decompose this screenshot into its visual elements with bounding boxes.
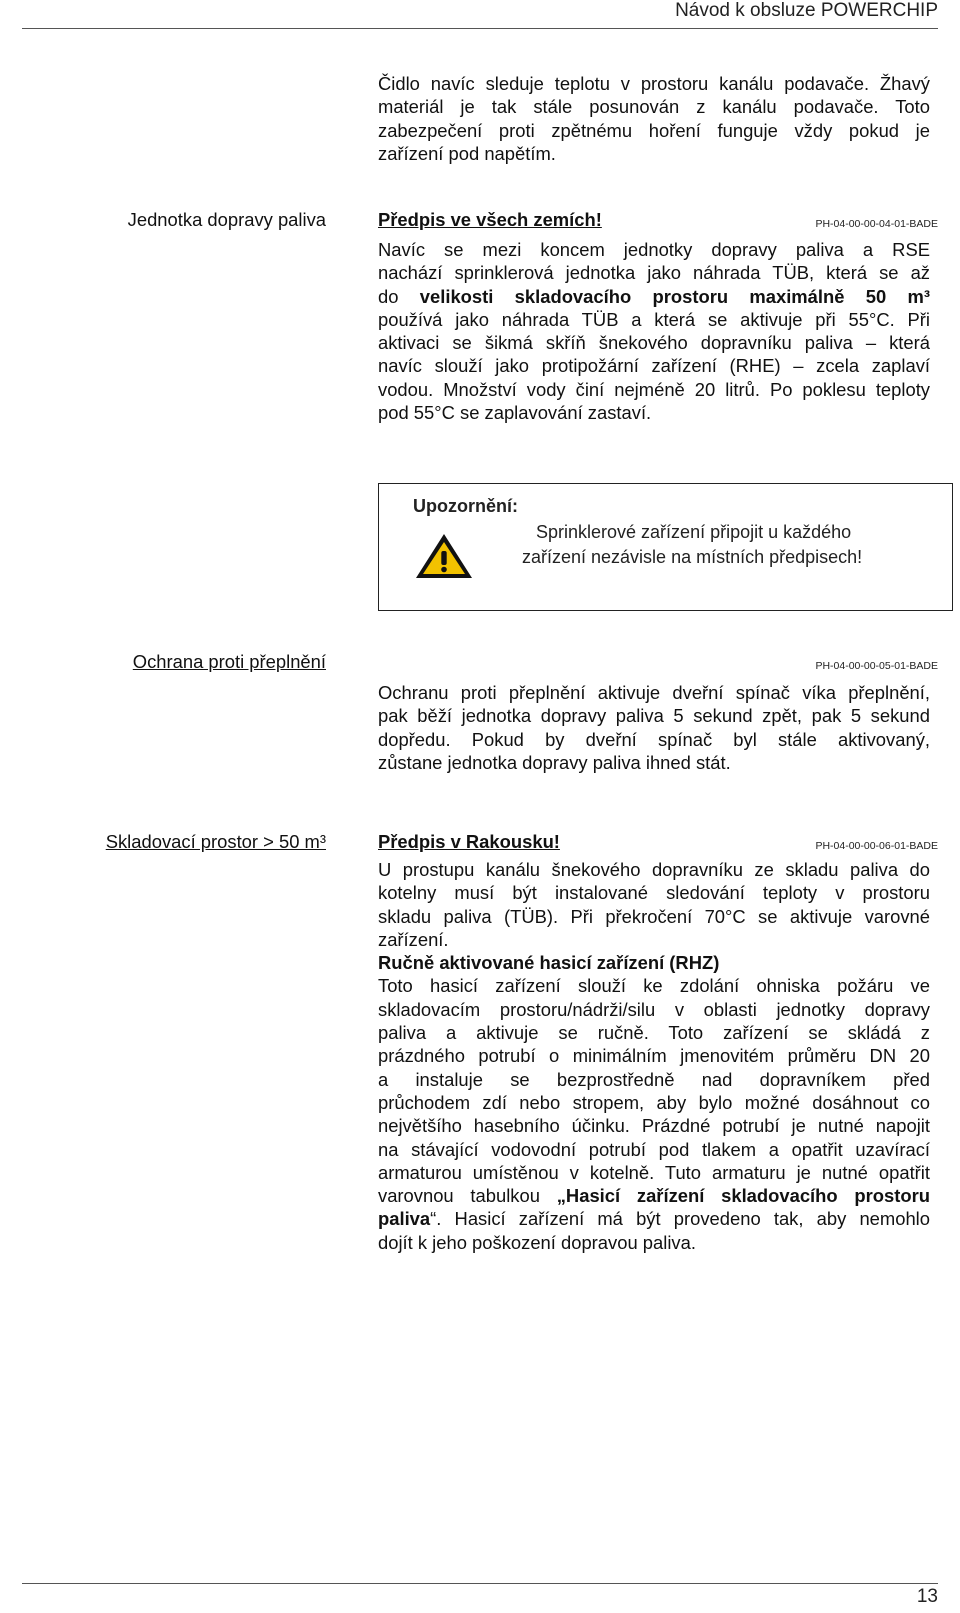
section1-line xyxy=(378,285,930,308)
page-number: 13 xyxy=(916,1586,938,1607)
section1-line3-pre: do xyxy=(378,285,420,307)
section3-line: největšího hasebního účinku. Prázdné potrubí je nutné napojit xyxy=(378,1115,930,1137)
section3-code: PH-04-00-00-06-01-BADE xyxy=(815,840,938,852)
section3-line: na stávající vodovodní potrubí pod tlakem a opatřit uzavírací xyxy=(378,1138,930,1160)
section3-line: Toto hasicí zařízení slouží ke zdolání ohniska požáru ve xyxy=(378,975,930,997)
section1-heading: Předpis ve všech zemích! xyxy=(378,209,602,230)
section3-paragraph xyxy=(378,858,930,1254)
intro-line: zabezpečení proti zpětnému hoření funguje vždy pokud je xyxy=(378,119,930,141)
section3-line xyxy=(378,1207,930,1230)
section3-line-c-pre: varovnou tabulkou xyxy=(378,1185,557,1207)
section1-paragraph xyxy=(378,238,930,424)
section2-line: Ochranu proti přeplnění aktivuje dveřní spínač víka přeplnění, xyxy=(378,682,930,703)
section1-line: nachází sprinklerová jednotka jako náhrada TÜB, která se až xyxy=(378,262,930,284)
section1-line: pod 55°C se zaplavování zastaví. xyxy=(378,402,652,424)
section1-code: PH-04-00-00-04-01-BADE xyxy=(815,218,938,230)
intro-paragraph xyxy=(378,72,930,165)
section3-heading: Předpis v Rakousku! xyxy=(378,831,560,852)
section3-line: U prostupu kanálu šnekového dopravníku ze skladu paliva do xyxy=(378,859,930,880)
section3-subheading: Ručně aktivované hasicí zařízení (RHZ) xyxy=(378,952,720,974)
section2-line: dopředu. Pokud by dveřní spínač byl stále aktivovaný, xyxy=(378,728,930,750)
section3-line: skladovacím prostoru/nádrži/silu v oblasti jednotky dopravy xyxy=(378,998,930,1020)
section3-line: kotelny musí být instalované sledování teploty v prostoru xyxy=(378,882,930,904)
section3-line: a instaluje se bezprostředně nad dopravníkem před xyxy=(378,1068,930,1090)
section3-line: zařízení. xyxy=(378,928,449,950)
section1-line: vodou. Množství vody činí nejméně 20 litrů. Po poklesu teploty xyxy=(378,378,930,400)
section3-side-label: Skladovací prostor > 50 m³ xyxy=(105,831,326,852)
section3-line xyxy=(378,1184,930,1207)
section3-line: skladu paliva (TÜB). Při překročení 70°C se aktivuje varovné xyxy=(378,905,930,927)
section2-line: zůstane jednotka dopravy paliva ihned stát. xyxy=(378,751,731,773)
section1-line: Navíc se mezi koncem jednotky dopravy paliva a RSE xyxy=(378,239,930,260)
warning-text-line2: zařízení nezávisle na místních předpisech! xyxy=(522,547,863,567)
page-header-title: Návod k obsluze POWERCHIP xyxy=(675,0,938,21)
section3-line-d-post: “. Hasicí zařízení má být provedeno tak, aby nemohlo xyxy=(430,1208,930,1230)
section2-side-label: Ochrana proti přeplnění xyxy=(132,651,326,672)
warning-triangle-icon xyxy=(414,532,474,580)
section3-line: armaturou umístěnou v kotelně. Tuto armaturu je nutné opatřit xyxy=(378,1161,930,1183)
footer-rule xyxy=(22,1583,938,1584)
warning-title: Upozornění: xyxy=(413,496,518,516)
section1-side-label: Jednotka dopravy paliva xyxy=(127,209,326,230)
intro-line: materiál je tak stále posunován z kanálu podavače. Toto xyxy=(378,96,930,118)
intro-line: zařízení pod napětím. xyxy=(378,142,556,164)
warning-text-line1: Sprinklerové zařízení připojit u každého xyxy=(536,522,852,542)
section1-line: používá jako náhrada TÜB a která se aktivuje při 55°C. Při xyxy=(378,308,930,330)
section1-line: navíc slouží jako protipožární zařízení (RHE) – zcela zaplaví xyxy=(378,355,930,377)
section2-line: pak běží jednotka dopravy paliva 5 sekund zpět, pak 5 sekund xyxy=(378,705,930,727)
intro-line: Čidlo navíc sleduje teplotu v prostoru kanálu podavače. Žhavý xyxy=(378,73,930,94)
section1-line: aktivaci se šikmá skříň šnekového dopravníku paliva – která xyxy=(378,332,930,354)
section3-bold-sign: „Hasicí zařízení skladovacího prostoru xyxy=(556,1185,930,1207)
section3-line: průchodem zdí nebo stropem, aby bylo možné dosáhnout co xyxy=(378,1091,930,1113)
section2-code: PH-04-00-00-05-01-BADE xyxy=(815,660,938,672)
section3-line: prázdného potrubí o minimálním jmenovitém průměru DN 20 xyxy=(378,1045,930,1067)
section3-line: dojít k jeho poškození dopravou paliva. xyxy=(378,1231,696,1253)
section1-bold-size: velikosti skladovacího prostoru maximálně 50 m³ xyxy=(419,285,930,307)
header-rule xyxy=(22,28,938,29)
section3-bold-paliva: paliva xyxy=(378,1208,431,1230)
warning-box xyxy=(378,483,953,611)
section2-paragraph xyxy=(378,681,930,774)
section3-line: paliva a aktivuje se ručně. Toto zařízení se skládá z xyxy=(378,1022,930,1044)
